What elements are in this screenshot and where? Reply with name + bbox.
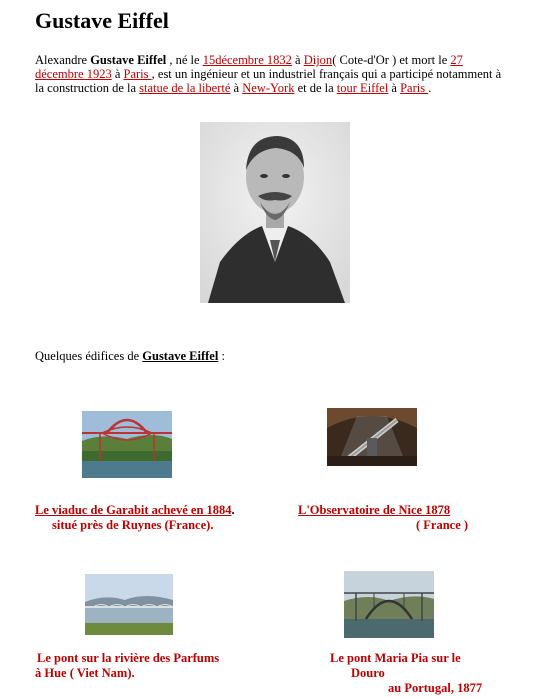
page-title: Gustave Eiffel (35, 8, 169, 33)
caption-garabit: Le viaduc de Garabit achevé en 1884. situé près de Ruynes (France). (35, 503, 235, 532)
link-dijon[interactable]: Dijon (303, 53, 333, 67)
caption-nice: L'Observatoire de Nice 1878 ( France ) (298, 503, 469, 532)
link-eiffel-tower[interactable]: tour Eiffel (336, 81, 389, 95)
link-statue-liberty[interactable]: statue de la liberté (139, 81, 231, 95)
caption-perfume-river: Le pont sur la rivière des Parfums à Hue ( Viet Nam). (35, 651, 220, 680)
works-heading-name: Gustave Eiffel (142, 349, 219, 363)
portrait-image (200, 122, 350, 303)
link-new-york[interactable]: New-York (242, 81, 295, 95)
subject-name: Gustave Eiffel (90, 53, 170, 67)
link-paris-1[interactable]: Paris (123, 67, 152, 81)
perfume-river-bridge-photo (85, 574, 173, 635)
works-heading: Quelques édifices de Gustave Eiffel : (35, 349, 225, 363)
nice-observatory-photo (327, 408, 417, 466)
link-birth-date[interactable]: 15décembre 1832 (202, 53, 292, 67)
maria-pia-bridge-photo (344, 571, 434, 638)
caption-maria-pia: Le pont Maria Pia sur le Douro au Portugal, 1877 (330, 651, 483, 695)
link-death-date[interactable]: 27 décembre 1923 (35, 53, 463, 81)
garabit-viaduct-photo (82, 411, 172, 478)
intro-paragraph: Alexandre Gustave Eiffel , né le 15décembre 1832 à Dijon( Cote-d'Or ) et mort le 27 décembre 1923 à Paris , est un ingénieur et un industriel français qui a participé notamment à la construction de la statue de la liberté à New-York et de la tour Eiffel à Paris . (35, 53, 502, 95)
link-paris-2[interactable]: Paris (400, 81, 429, 95)
